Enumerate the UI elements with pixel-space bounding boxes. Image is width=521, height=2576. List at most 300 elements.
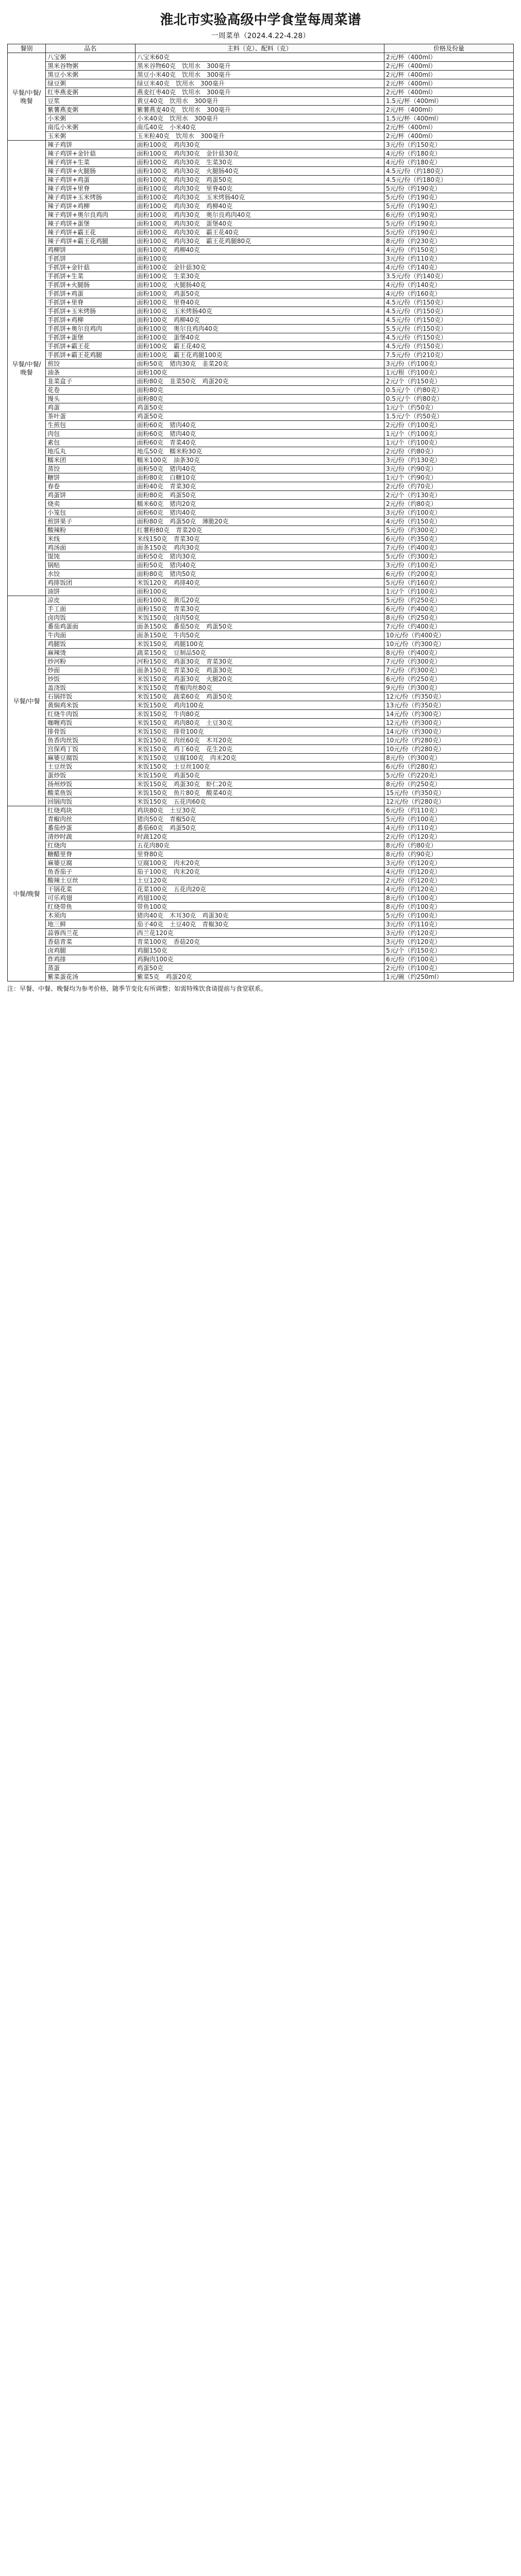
ingredients-cell: 面粉100克 鸡肉30克 霸王花鸡腿80克 — [135, 237, 384, 246]
page-subtitle: 一周菜单（2024.4.22-4.28） — [211, 32, 310, 40]
price-cell: 0.5元/个（约80克） — [384, 386, 513, 395]
price-cell: 4元/份（约140克） — [384, 281, 513, 290]
ingredients-cell: 面粉100克 鸡肉30克 玉米烤肠40克 — [135, 193, 384, 202]
price-cell: 2元/杯（400ml） — [384, 62, 513, 71]
ingredients-cell: 八宝米60克 — [135, 53, 384, 62]
dish-name-cell: 地瓜丸 — [46, 447, 136, 456]
table-row — [8, 71, 514, 79]
ingredients-cell: 鸡块80克 土豆30克 — [135, 806, 384, 815]
dish-name-cell: 可乐鸡翅 — [46, 894, 136, 903]
dish-name-cell: 辣子鸡饼+玉米烤肠 — [46, 193, 136, 202]
dish-name-cell: 辣子鸡饼+金针菇 — [46, 149, 136, 158]
table-row — [8, 579, 514, 587]
ingredients-cell: 糯米60克 猪肉20克 — [135, 500, 384, 509]
dish-name-cell: 红枣燕麦粥 — [46, 88, 136, 97]
dish-name-cell: 红烧肉 — [46, 841, 136, 850]
table-row — [8, 377, 514, 386]
table-row — [8, 938, 514, 946]
ingredients-cell: 花菜100克 五花肉20克 — [135, 885, 384, 894]
price-cell: 5元/份（约190克） — [384, 184, 513, 193]
dish-name-cell: 水饺 — [46, 570, 136, 579]
price-cell: 2元/杯（400ml） — [384, 53, 513, 62]
price-cell: 14元/份（约300克） — [384, 727, 513, 736]
price-cell: 1.5元/杯（400ml） — [384, 97, 513, 106]
price-cell: 12元/份（约350克） — [384, 692, 513, 701]
table-row — [8, 754, 514, 762]
ingredients-cell: 面粉150克 青菜30克 — [135, 605, 384, 614]
dish-name-cell: 手抓饼+火腿肠 — [46, 281, 136, 290]
ingredients-cell: 紫薯燕麦40克 饮用水 300毫升 — [135, 106, 384, 114]
price-cell: 2元/份（约70克） — [384, 482, 513, 491]
ingredients-cell: 面条150克 青菜30克 鸡蛋30克 — [135, 666, 384, 675]
dish-name-cell: 黑米谷物粥 — [46, 62, 136, 71]
table-row — [8, 193, 514, 202]
table-row — [8, 97, 514, 106]
price-cell: 6元/份（约200克） — [384, 570, 513, 579]
table-row — [8, 202, 514, 211]
ingredients-cell: 面粉100克 鸡柳40克 — [135, 246, 384, 255]
price-cell: 10元/份（约280克） — [384, 736, 513, 745]
dish-name-cell: 鱼香茄子 — [46, 868, 136, 876]
dish-name-cell: 酸菜鱼饭 — [46, 789, 136, 798]
ingredients-cell: 面粉100克 奥尔良鸡肉40克 — [135, 325, 384, 333]
table-row — [8, 657, 514, 666]
header-meal: 餐别 — [8, 44, 46, 53]
ingredients-cell: 五花肉80克 — [135, 841, 384, 850]
price-cell: 2元/杯（400ml） — [384, 123, 513, 132]
price-cell: 10元/份（约280克） — [384, 745, 513, 754]
price-cell: 7.5元/份（约210克） — [384, 351, 513, 360]
price-cell: 4元/份（约120克） — [384, 885, 513, 894]
price-cell: 4元/份（约120克） — [384, 868, 513, 876]
menu-table-body — [8, 53, 514, 981]
ingredients-cell: 面粉80克 — [135, 386, 384, 395]
price-cell: 1元/个（约100克） — [384, 430, 513, 438]
price-cell: 1元/根（约100克） — [384, 368, 513, 377]
ingredients-cell: 米饭150克 蔬菜60克 鸡蛋50克 — [135, 692, 384, 701]
table-row — [8, 106, 514, 114]
table-row — [8, 675, 514, 684]
table-row — [8, 456, 514, 465]
table-row — [8, 325, 514, 333]
ingredients-cell: 面粉100克 金针菇30克 — [135, 263, 384, 272]
table-row — [8, 596, 514, 605]
dish-name-cell: 盖浇饭 — [46, 684, 136, 692]
table-row — [8, 360, 514, 368]
ingredients-cell: 南瓜40克 小米40克 — [135, 123, 384, 132]
ingredients-cell: 面粉100克 鸡肉30克 金针菇30克 — [135, 149, 384, 158]
table-row — [8, 920, 514, 929]
price-cell: 2元/个（约150克） — [384, 377, 513, 386]
price-cell: 6元/份（约280克） — [384, 762, 513, 771]
table-row — [8, 964, 514, 973]
table-row — [8, 351, 514, 360]
price-cell: 2元/杯（400ml） — [384, 79, 513, 88]
table-row — [8, 955, 514, 964]
table-row — [8, 833, 514, 841]
meal-cell: 早餐/中餐 — [8, 596, 46, 806]
footer-note: 注：早餐、中餐、晚餐均为参考价格，随季节变化有所调整；如需特殊饮食请提前与食堂联系。 — [7, 985, 267, 992]
dish-name-cell: 土豆丝饭 — [46, 762, 136, 771]
ingredients-cell: 面粉100克 鸡蛋50克 — [135, 290, 384, 298]
price-cell: 4元/份（约180克） — [384, 149, 513, 158]
ingredients-cell: 面粉60克 青菜40克 — [135, 438, 384, 447]
ingredients-cell: 黑豆小米40克 饮用水 300毫升 — [135, 71, 384, 79]
price-cell: 8元/份（约100克） — [384, 903, 513, 911]
ingredients-cell: 青菜100克 香菇20克 — [135, 938, 384, 946]
table-row — [8, 62, 514, 71]
table-row — [8, 298, 514, 307]
ingredients-cell: 小米40克 饮用水 300毫升 — [135, 114, 384, 123]
table-row — [8, 79, 514, 88]
price-cell: 4元/份（约150克） — [384, 517, 513, 526]
table-row — [8, 911, 514, 920]
ingredients-cell: 鸡胸肉100克 — [135, 955, 384, 964]
table-row — [8, 509, 514, 517]
table-row — [8, 552, 514, 561]
table-row — [8, 272, 514, 281]
price-cell: 8元/份（约250克） — [384, 780, 513, 789]
dish-name-cell: 鸡排饭团 — [46, 579, 136, 587]
table-row — [8, 465, 514, 473]
table-row — [8, 526, 514, 535]
ingredients-cell: 面粉100克 — [135, 368, 384, 377]
price-cell: 2元/份（约100克） — [384, 964, 513, 973]
table-row — [8, 255, 514, 263]
price-cell: 3元/份（约100克） — [384, 360, 513, 368]
dish-name-cell: 手抓饼+生菜 — [46, 272, 136, 281]
dish-name-cell: 馄饨 — [46, 552, 136, 561]
ingredients-cell: 面粉80克 猪肉50克 — [135, 570, 384, 579]
price-cell: 6元/份（约190克） — [384, 211, 513, 219]
price-cell: 12元/份（约300克） — [384, 719, 513, 727]
ingredients-cell: 面粉100克 鸡肉30克 霸王花40克 — [135, 228, 384, 237]
ingredients-cell: 面粉100克 鸡肉30克 蛋堡40克 — [135, 219, 384, 228]
price-cell: 8元/份（约100克） — [384, 894, 513, 903]
table-row — [8, 386, 514, 395]
table-row — [8, 237, 514, 246]
ingredients-cell: 燕麦红枣40克 饮用水 300毫升 — [135, 88, 384, 97]
dish-name-cell: 鸡腿饭 — [46, 640, 136, 649]
ingredients-cell: 米饭150克 鸡肉100克 — [135, 701, 384, 710]
ingredients-cell: 米饭150克 鸡腿100克 — [135, 640, 384, 649]
dish-name-cell: 凉皮 — [46, 596, 136, 605]
price-cell: 3元/份（约130克） — [384, 456, 513, 465]
page-title: 淮北市实验高级中学食堂每周菜谱 — [160, 12, 361, 28]
dish-name-cell: 手抓饼+鸡蛋 — [46, 290, 136, 298]
dish-name-cell: 油条 — [46, 368, 136, 377]
dish-name-cell: 糯米团 — [46, 456, 136, 465]
dish-name-cell: 黄焖鸡米饭 — [46, 701, 136, 710]
price-cell: 8元/份（约230克） — [384, 237, 513, 246]
dish-name-cell: 手抓饼+霸王花鸡腿 — [46, 351, 136, 360]
ingredients-cell: 面粉60克 猪肉40克 — [135, 421, 384, 430]
table-row — [8, 946, 514, 955]
dish-name-cell: 木须肉 — [46, 911, 136, 920]
table-row — [8, 412, 514, 421]
dish-name-cell: 手抓饼+里脊 — [46, 298, 136, 307]
dish-name-cell: 排骨饭 — [46, 727, 136, 736]
table-row — [8, 771, 514, 780]
dish-name-cell: 花卷 — [46, 386, 136, 395]
dish-name-cell: 蒸蛋 — [46, 964, 136, 973]
price-cell: 5元/份（约220克） — [384, 771, 513, 780]
ingredients-cell: 黑米谷物60克 饮用水 300毫升 — [135, 62, 384, 71]
ingredients-cell: 米饭150克 鸡蛋30克 火腿20克 — [135, 675, 384, 684]
dish-name-cell: 酸辣粉 — [46, 526, 136, 535]
ingredients-cell: 面粉100克 — [135, 587, 384, 596]
ingredients-cell: 茄子40克 土豆40克 青椒30克 — [135, 920, 384, 929]
price-cell: 4.5元/份（约180克） — [384, 167, 513, 176]
dish-name-cell: 石锅拌饭 — [46, 692, 136, 701]
dish-name-cell: 韭菜盒子 — [46, 377, 136, 386]
ingredients-cell: 面粉100克 霸王花鸡腿100克 — [135, 351, 384, 360]
ingredients-cell: 面粉100克 鸡肉30克 鸡柳40克 — [135, 202, 384, 211]
ingredients-cell: 绿豆米40克 饮用水 300毫升 — [135, 79, 384, 88]
ingredients-cell: 面粉100克 玉米烤肠40克 — [135, 307, 384, 316]
table-row — [8, 430, 514, 438]
table-row — [8, 649, 514, 657]
table-row — [8, 859, 514, 868]
ingredients-cell: 鸡腿150克 — [135, 946, 384, 955]
table-row — [8, 88, 514, 97]
ingredients-cell: 面粉80克 白糖10克 — [135, 473, 384, 482]
dish-name-cell: 鱼香肉丝饭 — [46, 736, 136, 745]
table-row — [8, 114, 514, 123]
table-row — [8, 631, 514, 640]
dish-name-cell: 生煎包 — [46, 421, 136, 430]
dish-name-cell: 牛肉面 — [46, 631, 136, 640]
meal-cell: 中餐/晚餐 — [8, 806, 46, 981]
dish-name-cell: 清炒时蔬 — [46, 833, 136, 841]
ingredients-cell: 茄子100克 肉末20克 — [135, 868, 384, 876]
table-row — [8, 929, 514, 938]
dish-name-cell: 小米粥 — [46, 114, 136, 123]
price-cell: 1元/个（约90克） — [384, 473, 513, 482]
menu-sheet — [7, 6, 514, 993]
table-row — [8, 211, 514, 219]
ingredients-cell: 面粉80克 — [135, 395, 384, 403]
dish-name-cell: 回锅肉饭 — [46, 798, 136, 806]
price-cell: 6元/份（约350克） — [384, 535, 513, 544]
table-row — [8, 395, 514, 403]
ingredients-cell: 紫菜5克 鸡蛋20克 — [135, 973, 384, 981]
price-cell: 3.5元/份（约140克） — [384, 272, 513, 281]
price-cell: 3元/份（约110克） — [384, 255, 513, 263]
price-cell: 4.5元/份（约150克） — [384, 333, 513, 342]
table-row — [8, 736, 514, 745]
table-row — [8, 176, 514, 184]
price-cell: 0.5元/个（约80克） — [384, 395, 513, 403]
table-row — [8, 710, 514, 719]
table-row — [8, 605, 514, 614]
ingredients-cell: 面粉80克 鸡蛋50克 薄脆20克 — [135, 517, 384, 526]
ingredients-cell: 面粉100克 鸡柳40克 — [135, 316, 384, 325]
price-cell: 5元/份（约160克） — [384, 579, 513, 587]
dish-name-cell: 紫薯燕麦粥 — [46, 106, 136, 114]
price-cell: 2元/份（约100克） — [384, 421, 513, 430]
ingredients-cell: 面粉100克 鸡肉30克 火腿肠40克 — [135, 167, 384, 176]
price-cell: 4.5元/份（约180克） — [384, 176, 513, 184]
price-cell: 8元/份（约90克） — [384, 850, 513, 859]
dish-name-cell: 手抓饼+蛋堡 — [46, 333, 136, 342]
dish-name-cell: 辣子鸡饼+火腿肠 — [46, 167, 136, 176]
dish-name-cell: 辣子鸡饼+鸡柳 — [46, 202, 136, 211]
dish-name-cell: 手抓饼 — [46, 255, 136, 263]
ingredients-cell: 面粉50克 猪肉30克 韭菜20克 — [135, 360, 384, 368]
dish-name-cell: 手抓饼+鸡柳 — [46, 316, 136, 325]
price-cell: 1.5元/个（约50克） — [384, 412, 513, 421]
dish-name-cell: 玉米粥 — [46, 132, 136, 141]
ingredients-cell: 面粉100克 鸡肉30克 生菜30克 — [135, 158, 384, 167]
price-cell: 7元/份（约400克） — [384, 544, 513, 552]
table-row — [8, 903, 514, 911]
dish-name-cell: 手抓饼+玉米烤肠 — [46, 307, 136, 316]
price-cell: 4元/份（约110克） — [384, 824, 513, 833]
dish-name-cell: 绿豆粥 — [46, 79, 136, 88]
table-row — [8, 876, 514, 885]
price-cell: 2元/份（约120克） — [384, 833, 513, 841]
dish-name-cell: 馒头 — [46, 395, 136, 403]
ingredients-cell: 面粉100克 生菜30克 — [135, 272, 384, 281]
price-cell: 3元/份（约120克） — [384, 859, 513, 868]
ingredients-cell: 米饭150克 五花肉60克 — [135, 798, 384, 806]
table-row — [8, 727, 514, 736]
dish-name-cell: 酸辣土豆丝 — [46, 876, 136, 885]
price-cell: 4.5元/份（约150克） — [384, 298, 513, 307]
dish-name-cell: 番茄炒蛋 — [46, 824, 136, 833]
ingredients-cell: 西兰花120克 — [135, 929, 384, 938]
ingredients-cell: 面粉50克 猪肉40克 — [135, 465, 384, 473]
dish-name-cell: 卤鸡腿 — [46, 946, 136, 955]
price-cell: 2元/杯（400ml） — [384, 132, 513, 141]
dish-name-cell: 炒面 — [46, 666, 136, 675]
price-cell: 5元/个（约150克） — [384, 946, 513, 955]
table-row — [8, 184, 514, 193]
table-row — [8, 561, 514, 570]
price-cell: 10元/份（约400克） — [384, 631, 513, 640]
price-cell: 1.5元/杯（400ml） — [384, 114, 513, 123]
dish-name-cell: 蒸饺 — [46, 465, 136, 473]
dish-name-cell: 肉包 — [46, 430, 136, 438]
ingredients-cell: 米饭150克 鸡丁60克 花生20克 — [135, 745, 384, 754]
table-row — [8, 403, 514, 412]
table-row — [8, 438, 514, 447]
dish-name-cell: 米线 — [46, 535, 136, 544]
ingredients-cell: 面粉100克 火腿肠40克 — [135, 281, 384, 290]
dish-name-cell: 八宝粥 — [46, 53, 136, 62]
dish-name-cell: 鸡柳饼 — [46, 246, 136, 255]
ingredients-cell: 米线150克 青菜30克 — [135, 535, 384, 544]
ingredients-cell: 豆腐100克 肉末20克 — [135, 859, 384, 868]
table-row — [8, 228, 514, 237]
ingredients-cell: 蔬菜150克 豆制品50克 — [135, 649, 384, 657]
price-cell: 5元/份（约100克） — [384, 815, 513, 824]
ingredients-cell: 面粉100克 霸王花40克 — [135, 342, 384, 351]
table-row — [8, 123, 514, 132]
ingredients-cell: 面粉100克 黄瓜20克 — [135, 596, 384, 605]
ingredients-cell: 米饭150克 鸡蛋50克 — [135, 771, 384, 780]
table-row — [8, 824, 514, 833]
dish-name-cell: 黑豆小米粥 — [46, 71, 136, 79]
price-cell: 5元/份（约300克） — [384, 552, 513, 561]
table-row — [8, 473, 514, 482]
table-row — [8, 246, 514, 255]
table-row — [8, 141, 514, 149]
ingredients-cell: 米饭150克 鸡肉80克 土豆30克 — [135, 719, 384, 727]
table-row — [8, 517, 514, 526]
ingredients-cell: 鸡蛋50克 — [135, 403, 384, 412]
dish-name-cell: 青椒肉丝 — [46, 815, 136, 824]
ingredients-cell: 米饭120克 鸡排40克 — [135, 579, 384, 587]
table-row — [8, 885, 514, 894]
dish-name-cell: 扬州炒饭 — [46, 780, 136, 789]
price-cell: 5元/份（约190克） — [384, 193, 513, 202]
table-row — [8, 692, 514, 701]
price-cell: 4元/份（约150克） — [384, 246, 513, 255]
dish-name-cell: 春卷 — [46, 482, 136, 491]
table-row — [8, 491, 514, 500]
table-row — [8, 587, 514, 596]
table-row — [8, 544, 514, 552]
dish-name-cell: 红烧带鱼 — [46, 903, 136, 911]
price-cell: 4元/份（约140克） — [384, 263, 513, 272]
ingredients-cell: 面粉60克 猪肉40克 — [135, 509, 384, 517]
meal-cell: 早餐/中餐/晚餐 — [8, 53, 46, 141]
price-cell: 4.5元/份（约150克） — [384, 342, 513, 351]
dish-name-cell: 辣子鸡饼+霸王花鸡腿 — [46, 237, 136, 246]
dish-name-cell: 咖喱鸡饭 — [46, 719, 136, 727]
dish-name-cell: 豆浆 — [46, 97, 136, 106]
table-row — [8, 762, 514, 771]
table-row — [8, 53, 514, 62]
ingredients-cell: 黄豆40克 饮用水 300毫升 — [135, 97, 384, 106]
price-cell: 5元/份（约100克） — [384, 911, 513, 920]
dish-name-cell: 紫菜蛋花汤 — [46, 973, 136, 981]
ingredients-cell: 面粉40克 青菜30克 — [135, 482, 384, 491]
ingredients-cell: 地瓜50克 糯米粉30克 — [135, 447, 384, 456]
ingredients-cell: 米饭150克 肉丝60克 木耳20克 — [135, 736, 384, 745]
ingredients-cell: 面粉50克 猪肉40克 — [135, 561, 384, 570]
table-row — [8, 307, 514, 316]
ingredients-cell: 带鱼100克 — [135, 903, 384, 911]
price-cell: 2元/杯（400ml） — [384, 71, 513, 79]
table-row — [8, 798, 514, 806]
price-cell: 9元/份（约300克） — [384, 684, 513, 692]
table-row — [8, 789, 514, 798]
dish-name-cell: 煎饼果子 — [46, 517, 136, 526]
price-cell: 5元/份（约190克） — [384, 202, 513, 211]
table-row — [8, 482, 514, 491]
price-cell: 5元/份（约190克） — [384, 228, 513, 237]
dish-name-cell: 鸡蛋 — [46, 403, 136, 412]
ingredients-cell: 面粉50克 猪肉30克 — [135, 552, 384, 561]
price-cell: 3元/份（约100克） — [384, 509, 513, 517]
ingredients-cell: 面粉80克 鸡蛋50克 — [135, 491, 384, 500]
price-cell: 2元/份（约80克） — [384, 500, 513, 509]
ingredients-cell: 面条150克 番茄50克 鸡蛋50克 — [135, 622, 384, 631]
dish-name-cell: 辣子鸡饼+里脊 — [46, 184, 136, 193]
price-cell: 3元/份（约110克） — [384, 920, 513, 929]
ingredients-cell: 河粉150克 鸡蛋30克 青菜30克 — [135, 657, 384, 666]
table-row — [8, 570, 514, 579]
table-row — [8, 640, 514, 649]
table-row — [8, 850, 514, 859]
price-cell: 5元/份（约300克） — [384, 526, 513, 535]
table-row — [8, 290, 514, 298]
dish-name-cell: 辣子鸡饼+生菜 — [46, 158, 136, 167]
price-cell: 4.5元/份（约150克） — [384, 316, 513, 325]
